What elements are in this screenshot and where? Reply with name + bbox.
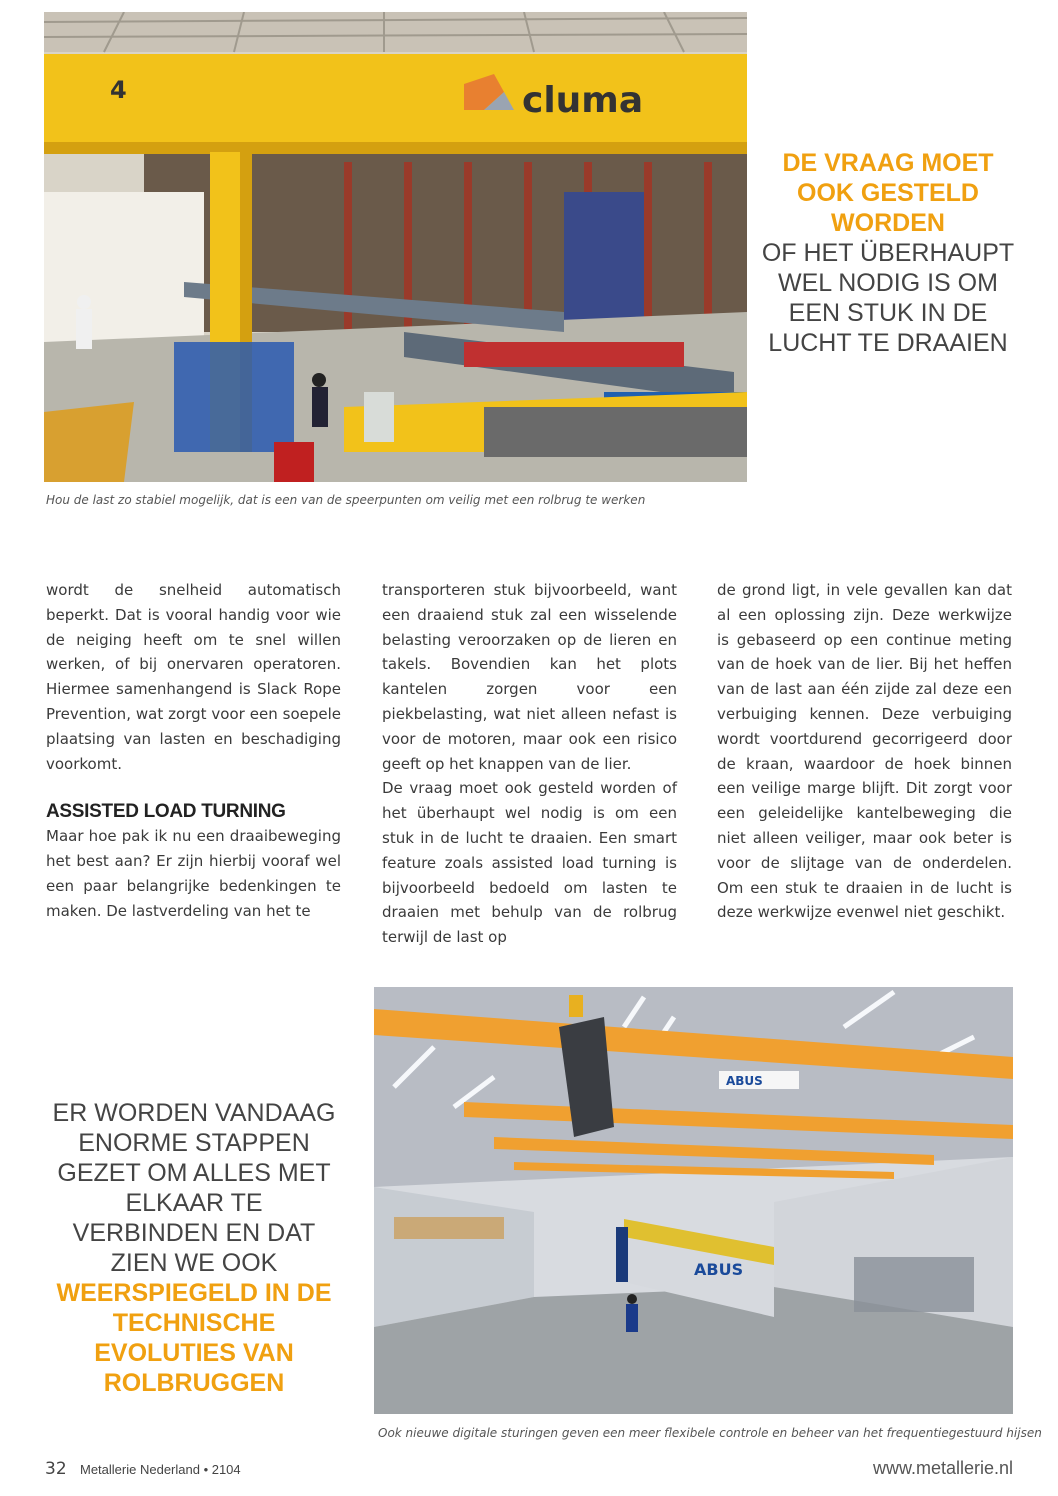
pull-quote-bottom-text: ER WORDEN VANDAAG ENORME STAPPEN GEZET OM ALLES MET ELKAAR TE VERBINDEN EN DAT ZIEN WE OOK [52,1099,336,1277]
article-column-1 [46,578,341,924]
workshop-photo-cluma [44,12,747,482]
section-heading: ASSISTED LOAD TURNING [46,801,286,823]
website-link[interactable]: www.metallerie.nl [872,1458,1013,1478]
paragraph: transporteren stuk bijvoorbeeld, want een draaiend stuk zal een wisselende belasting veroorzaken op de lieren en takels. Bovendien kan het plots kantelen zorgen voor een piekbelasting, wat niet alleen nefast is voor de motoren, maar ook een risico geeft op het knappen van de lier. [382,581,677,773]
pull-quote-top-highlight: DE VRAAG MOET OOK GESTELD WORDEN [782,149,994,237]
top-photo-caption: Hou de last zo stabiel mogelijk, dat is een van de speerpunten om veilig met een rolbrug te werken [46,493,646,507]
pull-quote-bottom [50,1098,338,1398]
hall-photo-abus [374,987,1013,1414]
truck-label: ABUS [694,1260,744,1279]
pull-quote-top-text: OF HET ÜBERHAUPT WEL NODIG IS OM EEN STUK IN DE LUCHT TE DRAAIEN [761,239,1015,357]
article-column-2 [382,578,677,950]
article-column-3 [717,578,1012,925]
paragraph: Maar hoe pak ik nu een draaibeweging het best aan? Er zijn hierbij vooraf wel een paar belangrijke bedenkingen te maken. De lastverdeling van het te [46,827,341,920]
paragraph: wordt de snelheid automatisch beperkt. Dat is vooral handig voor wie de neiging heeft om te snel willen werken, of bij onervaren operatoren. Hiermee samenhangend is Slack Rope Prevention, wat zorgt voor een soepele plaatsing van lasten en beschadiging voorkomt. [46,581,341,773]
pull-quote-top [760,148,1016,358]
pull-quote-bottom-highlight: WEERSPIEGELD IN DE TECHNISCHE EVOLUTIES VAN ROLBRUGGEN [56,1279,332,1397]
crane-label: ABUS [726,1074,763,1088]
bottom-photo-caption: Ook nieuwe digitale sturingen geven een meer flexibele controle en beheer van het frequentiegestuurd hijsen [378,1426,1042,1440]
crane-number: 4 [110,76,127,104]
paragraph: de grond ligt, in vele gevallen kan dat al een oplossing zijn. Deze werkwijze is gebaseerd op een continue meting van de hoek van de lier. Bij het heffen van de last aan één zijde zal deze een verbuiging kennen. Deze verbuiging wordt voortdurend gecorrigeerd door de kraan, waardoor de hoek binnen een veilige marge blijft. Dit zorgt voor een geleidelijke kantelbeweging die niet alleen veiliger, maar ook beter is voor de slijtage van de onderdelen. Om een stuk te draaien in de lucht is deze werkwijze evenwel niet geschikt. [717,581,1012,922]
cluma-logo-text: cluma [522,80,644,121]
paragraph: De vraag moet ook gesteld worden of het überhaupt wel nodig is om een stuk in de lucht te draaien. Een smart feature zoals assisted load turning is bijvoorbeeld bedoeld om lasten te draaien met behulp van de rolbrug terwijl de last op [382,779,677,947]
publication-name: Metallerie Nederland • 2104 [80,1462,241,1477]
page-number: 32 [45,1459,67,1479]
